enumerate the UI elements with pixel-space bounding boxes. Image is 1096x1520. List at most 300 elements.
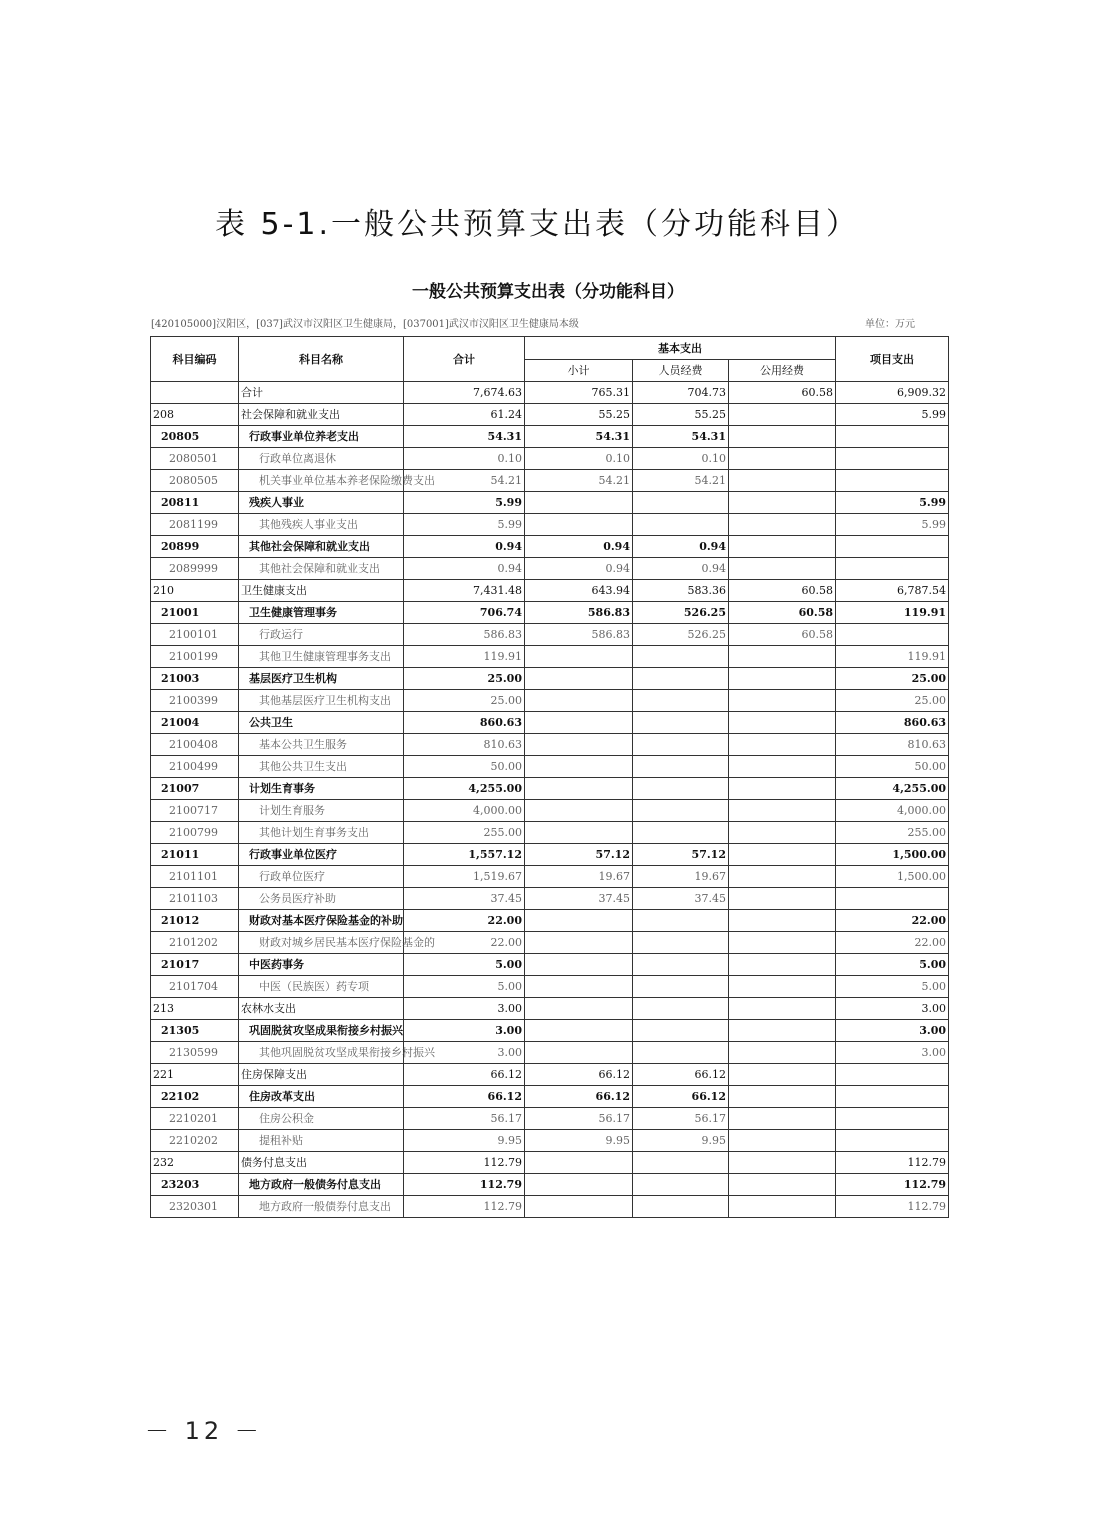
table-row	[151, 602, 949, 624]
cell-total: 5.99	[404, 492, 525, 514]
cell-name: 地方政府一般债券付息支出	[239, 1196, 404, 1218]
cell-total: 22.00	[404, 932, 525, 954]
cell-code: 20805	[151, 426, 239, 448]
cell-project	[836, 1064, 949, 1086]
cell-subtotal	[525, 800, 633, 822]
cell-name: 机关事业单位基本养老保险缴费支出	[239, 470, 404, 492]
cell-total: 0.94	[404, 558, 525, 580]
table-row	[151, 624, 949, 646]
cell-project: 4,255.00	[836, 778, 949, 800]
cell-name: 其他巩固脱贫攻坚成果衔接乡村振兴	[239, 1042, 404, 1064]
cell-subtotal	[525, 910, 633, 932]
cell-total: 7,431.48	[404, 580, 525, 602]
cell-code: 2101704	[151, 976, 239, 998]
cell-personnel: 526.25	[633, 624, 729, 646]
cell-subtotal: 0.94	[525, 536, 633, 558]
cell-subtotal	[525, 668, 633, 690]
cell-total: 66.12	[404, 1086, 525, 1108]
header-basic: 基本支出	[525, 337, 836, 360]
table-row	[151, 822, 949, 844]
cell-name: 行政事业单位养老支出	[239, 426, 404, 448]
cell-public	[729, 712, 836, 734]
cell-personnel	[633, 712, 729, 734]
header-project: 项目支出	[836, 337, 949, 382]
org-label: [420105000]汉阳区，[037]武汉市汉阳区卫生健康局，[037001]武汉市汉阳区卫生健康局本级	[151, 319, 579, 330]
cell-total: 810.63	[404, 734, 525, 756]
cell-name: 中医（民族医）药专项	[239, 976, 404, 998]
cell-code: 2100717	[151, 800, 239, 822]
cell-total: 1,519.67	[404, 866, 525, 888]
cell-total: 255.00	[404, 822, 525, 844]
cell-name: 地方政府一般债务付息支出	[239, 1174, 404, 1196]
cell-personnel	[633, 1042, 729, 1064]
table-row	[151, 448, 949, 470]
table-row	[151, 1086, 949, 1108]
cell-name: 计划生育服务	[239, 800, 404, 822]
cell-total: 50.00	[404, 756, 525, 778]
cell-public	[729, 976, 836, 998]
cell-total: 1,557.12	[404, 844, 525, 866]
cell-personnel	[633, 1174, 729, 1196]
cell-personnel: 526.25	[633, 602, 729, 624]
cell-public	[729, 822, 836, 844]
cell-name: 卫生健康支出	[239, 580, 404, 602]
cell-subtotal: 37.45	[525, 888, 633, 910]
cell-code: 21007	[151, 778, 239, 800]
cell-total: 112.79	[404, 1196, 525, 1218]
cell-total: 25.00	[404, 690, 525, 712]
cell-personnel	[633, 1152, 729, 1174]
cell-project: 860.63	[836, 712, 949, 734]
cell-total: 7,674.63	[404, 382, 525, 404]
cell-total: 3.00	[404, 1042, 525, 1064]
cell-subtotal	[525, 1042, 633, 1064]
cell-code: 21012	[151, 910, 239, 932]
cell-personnel: 66.12	[633, 1064, 729, 1086]
table-row	[151, 646, 949, 668]
cell-name: 提租补贴	[239, 1130, 404, 1152]
cell-subtotal	[525, 1196, 633, 1218]
cell-name: 巩固脱贫攻坚成果衔接乡村振兴	[239, 1020, 404, 1042]
cell-code: 2100499	[151, 756, 239, 778]
table-row	[151, 1196, 949, 1218]
cell-public	[729, 998, 836, 1020]
cell-personnel: 0.94	[633, 536, 729, 558]
cell-public	[729, 426, 836, 448]
table-row	[151, 1130, 949, 1152]
cell-personnel: 583.36	[633, 580, 729, 602]
cell-subtotal	[525, 514, 633, 536]
cell-code: 210	[151, 580, 239, 602]
cell-code: 20811	[151, 492, 239, 514]
cell-project: 5.99	[836, 492, 949, 514]
table-row	[151, 690, 949, 712]
cell-total: 5.00	[404, 976, 525, 998]
cell-code: 2210202	[151, 1130, 239, 1152]
cell-name: 中医药事务	[239, 954, 404, 976]
cell-code: 213	[151, 998, 239, 1020]
cell-subtotal: 0.10	[525, 448, 633, 470]
cell-total: 112.79	[404, 1174, 525, 1196]
cell-subtotal: 55.25	[525, 404, 633, 426]
cell-code: 2130599	[151, 1042, 239, 1064]
cell-project: 5.00	[836, 954, 949, 976]
cell-project: 5.00	[836, 976, 949, 998]
cell-code: 20899	[151, 536, 239, 558]
cell-public	[729, 866, 836, 888]
cell-personnel: 19.67	[633, 866, 729, 888]
cell-name: 其他残疾人事业支出	[239, 514, 404, 536]
cell-total: 586.83	[404, 624, 525, 646]
cell-subtotal: 643.94	[525, 580, 633, 602]
cell-project	[836, 1130, 949, 1152]
cell-name: 公共卫生	[239, 712, 404, 734]
cell-code: 2080501	[151, 448, 239, 470]
cell-public	[729, 932, 836, 954]
cell-total: 66.12	[404, 1064, 525, 1086]
table-row	[151, 404, 949, 426]
cell-subtotal: 0.94	[525, 558, 633, 580]
cell-public	[729, 514, 836, 536]
table-row	[151, 844, 949, 866]
cell-public	[729, 492, 836, 514]
cell-project	[836, 536, 949, 558]
cell-public	[729, 668, 836, 690]
table-row	[151, 668, 949, 690]
cell-project: 25.00	[836, 668, 949, 690]
cell-public	[729, 800, 836, 822]
table-row	[151, 470, 949, 492]
table-row	[151, 932, 949, 954]
table-row	[151, 1020, 949, 1042]
table-row	[151, 1108, 949, 1130]
cell-name: 农林水支出	[239, 998, 404, 1020]
table-row	[151, 734, 949, 756]
cell-code: 2101202	[151, 932, 239, 954]
cell-public	[729, 536, 836, 558]
cell-project	[836, 448, 949, 470]
cell-code: 2210201	[151, 1108, 239, 1130]
cell-subtotal	[525, 998, 633, 1020]
cell-name: 计划生育事务	[239, 778, 404, 800]
cell-public	[729, 1086, 836, 1108]
cell-personnel	[633, 932, 729, 954]
cell-total: 4,000.00	[404, 800, 525, 822]
cell-public	[729, 844, 836, 866]
cell-name: 公务员医疗补助	[239, 888, 404, 910]
table-row	[151, 1174, 949, 1196]
cell-project: 6,787.54	[836, 580, 949, 602]
cell-code: 2100408	[151, 734, 239, 756]
cell-public	[729, 1152, 836, 1174]
cell-project: 112.79	[836, 1196, 949, 1218]
cell-personnel	[633, 646, 729, 668]
table-row	[151, 800, 949, 822]
cell-personnel: 37.45	[633, 888, 729, 910]
cell-personnel	[633, 976, 729, 998]
cell-project: 1,500.00	[836, 866, 949, 888]
cell-name: 财政对基本医疗保险基金的补助	[239, 910, 404, 932]
cell-subtotal	[525, 712, 633, 734]
cell-personnel: 0.10	[633, 448, 729, 470]
cell-public	[729, 1042, 836, 1064]
cell-project: 5.99	[836, 514, 949, 536]
cell-code	[151, 382, 239, 404]
cell-public	[729, 1064, 836, 1086]
cell-subtotal	[525, 646, 633, 668]
cell-code: 2100399	[151, 690, 239, 712]
header-total: 合计	[404, 337, 525, 382]
cell-name: 其他公共卫生支出	[239, 756, 404, 778]
cell-personnel: 55.25	[633, 404, 729, 426]
cell-name: 其他社会保障和就业支出	[239, 536, 404, 558]
cell-personnel	[633, 998, 729, 1020]
cell-personnel	[633, 690, 729, 712]
cell-personnel	[633, 1020, 729, 1042]
cell-code: 2100101	[151, 624, 239, 646]
cell-project	[836, 558, 949, 580]
cell-public	[729, 448, 836, 470]
cell-total: 119.91	[404, 646, 525, 668]
cell-code: 2100799	[151, 822, 239, 844]
cell-name: 社会保障和就业支出	[239, 404, 404, 426]
cell-code: 22102	[151, 1086, 239, 1108]
cell-total: 0.10	[404, 448, 525, 470]
cell-project	[836, 888, 949, 910]
cell-project	[836, 624, 949, 646]
cell-subtotal: 586.83	[525, 624, 633, 646]
cell-total: 706.74	[404, 602, 525, 624]
cell-personnel: 56.17	[633, 1108, 729, 1130]
cell-personnel	[633, 1196, 729, 1218]
cell-project: 3.00	[836, 1042, 949, 1064]
cell-code: 2101103	[151, 888, 239, 910]
cell-public	[729, 690, 836, 712]
table-row	[151, 536, 949, 558]
cell-project: 22.00	[836, 910, 949, 932]
page-title: 表 5-1.一般公共预算支出表（分功能科目）	[214, 207, 860, 242]
cell-code: 21003	[151, 668, 239, 690]
cell-total: 37.45	[404, 888, 525, 910]
header-name: 科目名称	[239, 337, 404, 382]
cell-project	[836, 426, 949, 448]
cell-total: 4,255.00	[404, 778, 525, 800]
cell-project: 6,909.32	[836, 382, 949, 404]
cell-public	[729, 778, 836, 800]
cell-code: 2100199	[151, 646, 239, 668]
cell-total: 3.00	[404, 998, 525, 1020]
cell-total: 9.95	[404, 1130, 525, 1152]
table-row	[151, 910, 949, 932]
cell-personnel	[633, 734, 729, 756]
cell-subtotal: 54.21	[525, 470, 633, 492]
cell-personnel: 704.73	[633, 382, 729, 404]
cell-code: 21011	[151, 844, 239, 866]
cell-subtotal: 586.83	[525, 602, 633, 624]
cell-subtotal	[525, 778, 633, 800]
cell-public: 60.58	[729, 602, 836, 624]
cell-total: 56.17	[404, 1108, 525, 1130]
cell-name: 其他卫生健康管理事务支出	[239, 646, 404, 668]
table-row	[151, 558, 949, 580]
cell-public	[729, 1174, 836, 1196]
table-row	[151, 1152, 949, 1174]
table-row	[151, 954, 949, 976]
cell-public	[729, 1196, 836, 1218]
cell-project	[836, 1086, 949, 1108]
cell-code: 208	[151, 404, 239, 426]
cell-code: 21305	[151, 1020, 239, 1042]
cell-personnel: 0.94	[633, 558, 729, 580]
cell-personnel	[633, 954, 729, 976]
cell-project: 119.91	[836, 602, 949, 624]
cell-code: 21001	[151, 602, 239, 624]
cell-name: 住房保障支出	[239, 1064, 404, 1086]
cell-personnel	[633, 514, 729, 536]
cell-total: 112.79	[404, 1152, 525, 1174]
cell-public: 60.58	[729, 580, 836, 602]
unit-label: 单位：万元	[865, 319, 915, 330]
cell-total: 5.99	[404, 514, 525, 536]
cell-total: 0.94	[404, 536, 525, 558]
cell-subtotal: 66.12	[525, 1086, 633, 1108]
cell-personnel	[633, 822, 729, 844]
cell-code: 221	[151, 1064, 239, 1086]
cell-name: 合计	[239, 382, 404, 404]
cell-public	[729, 1020, 836, 1042]
cell-project: 810.63	[836, 734, 949, 756]
cell-personnel: 57.12	[633, 844, 729, 866]
table-row	[151, 888, 949, 910]
table-row	[151, 580, 949, 602]
cell-subtotal: 765.31	[525, 382, 633, 404]
header-code: 科目编码	[151, 337, 239, 382]
cell-public	[729, 954, 836, 976]
table-row	[151, 426, 949, 448]
cell-public: 60.58	[729, 382, 836, 404]
header-public: 公用经费	[729, 360, 836, 382]
cell-personnel: 66.12	[633, 1086, 729, 1108]
cell-subtotal	[525, 1174, 633, 1196]
cell-name: 住房公积金	[239, 1108, 404, 1130]
cell-project: 5.99	[836, 404, 949, 426]
cell-name: 基层医疗卫生机构	[239, 668, 404, 690]
table-row	[151, 382, 949, 404]
cell-public	[729, 888, 836, 910]
cell-project: 1,500.00	[836, 844, 949, 866]
cell-subtotal	[525, 1152, 633, 1174]
cell-public	[729, 470, 836, 492]
budget-table	[150, 336, 949, 1218]
cell-total: 54.31	[404, 426, 525, 448]
cell-total: 860.63	[404, 712, 525, 734]
cell-name: 财政对城乡居民基本医疗保险基金的	[239, 932, 404, 954]
cell-project: 119.91	[836, 646, 949, 668]
cell-code: 2081199	[151, 514, 239, 536]
cell-project: 255.00	[836, 822, 949, 844]
cell-public	[729, 1108, 836, 1130]
cell-total: 5.00	[404, 954, 525, 976]
table-row	[151, 866, 949, 888]
cell-project: 4,000.00	[836, 800, 949, 822]
cell-subtotal	[525, 1020, 633, 1042]
cell-code: 21004	[151, 712, 239, 734]
cell-code: 2101101	[151, 866, 239, 888]
cell-project: 22.00	[836, 932, 949, 954]
cell-public	[729, 734, 836, 756]
cell-personnel	[633, 800, 729, 822]
cell-name: 其他基层医疗卫生机构支出	[239, 690, 404, 712]
cell-public	[729, 558, 836, 580]
table-row	[151, 1064, 949, 1086]
page-number: － 12 －	[145, 1417, 263, 1445]
cell-code: 21017	[151, 954, 239, 976]
cell-public	[729, 404, 836, 426]
table-row	[151, 998, 949, 1020]
cell-project: 3.00	[836, 1020, 949, 1042]
cell-personnel	[633, 668, 729, 690]
table-body	[151, 382, 949, 1218]
cell-personnel: 9.95	[633, 1130, 729, 1152]
cell-code: 232	[151, 1152, 239, 1174]
table-row	[151, 756, 949, 778]
cell-name: 行政单位离退休	[239, 448, 404, 470]
cell-name: 其他社会保障和就业支出	[239, 558, 404, 580]
cell-subtotal: 9.95	[525, 1130, 633, 1152]
cell-subtotal: 56.17	[525, 1108, 633, 1130]
cell-personnel: 54.21	[633, 470, 729, 492]
table-row	[151, 492, 949, 514]
cell-total: 3.00	[404, 1020, 525, 1042]
table-row	[151, 778, 949, 800]
cell-name: 残疾人事业	[239, 492, 404, 514]
header-subtotal: 小计	[525, 360, 633, 382]
table-row	[151, 1042, 949, 1064]
cell-project: 25.00	[836, 690, 949, 712]
cell-project: 50.00	[836, 756, 949, 778]
cell-project: 112.79	[836, 1174, 949, 1196]
cell-code: 2320301	[151, 1196, 239, 1218]
cell-name: 其他计划生育事务支出	[239, 822, 404, 844]
cell-name: 行政事业单位医疗	[239, 844, 404, 866]
cell-subtotal	[525, 932, 633, 954]
table-title: 一般公共预算支出表（分功能科目）	[412, 282, 684, 302]
cell-project: 112.79	[836, 1152, 949, 1174]
cell-public	[729, 910, 836, 932]
table-row	[151, 976, 949, 998]
cell-subtotal	[525, 954, 633, 976]
cell-project: 3.00	[836, 998, 949, 1020]
cell-subtotal: 54.31	[525, 426, 633, 448]
cell-personnel	[633, 492, 729, 514]
cell-public: 60.58	[729, 624, 836, 646]
cell-total: 54.21	[404, 470, 525, 492]
cell-total: 61.24	[404, 404, 525, 426]
cell-subtotal: 57.12	[525, 844, 633, 866]
cell-personnel	[633, 778, 729, 800]
cell-project	[836, 470, 949, 492]
cell-name: 行政单位医疗	[239, 866, 404, 888]
cell-name: 卫生健康管理事务	[239, 602, 404, 624]
cell-subtotal	[525, 756, 633, 778]
cell-code: 2089999	[151, 558, 239, 580]
cell-code: 2080505	[151, 470, 239, 492]
table-header-row	[151, 337, 949, 360]
cell-project	[836, 1108, 949, 1130]
cell-subtotal	[525, 492, 633, 514]
cell-personnel	[633, 910, 729, 932]
cell-name: 住房改革支出	[239, 1086, 404, 1108]
